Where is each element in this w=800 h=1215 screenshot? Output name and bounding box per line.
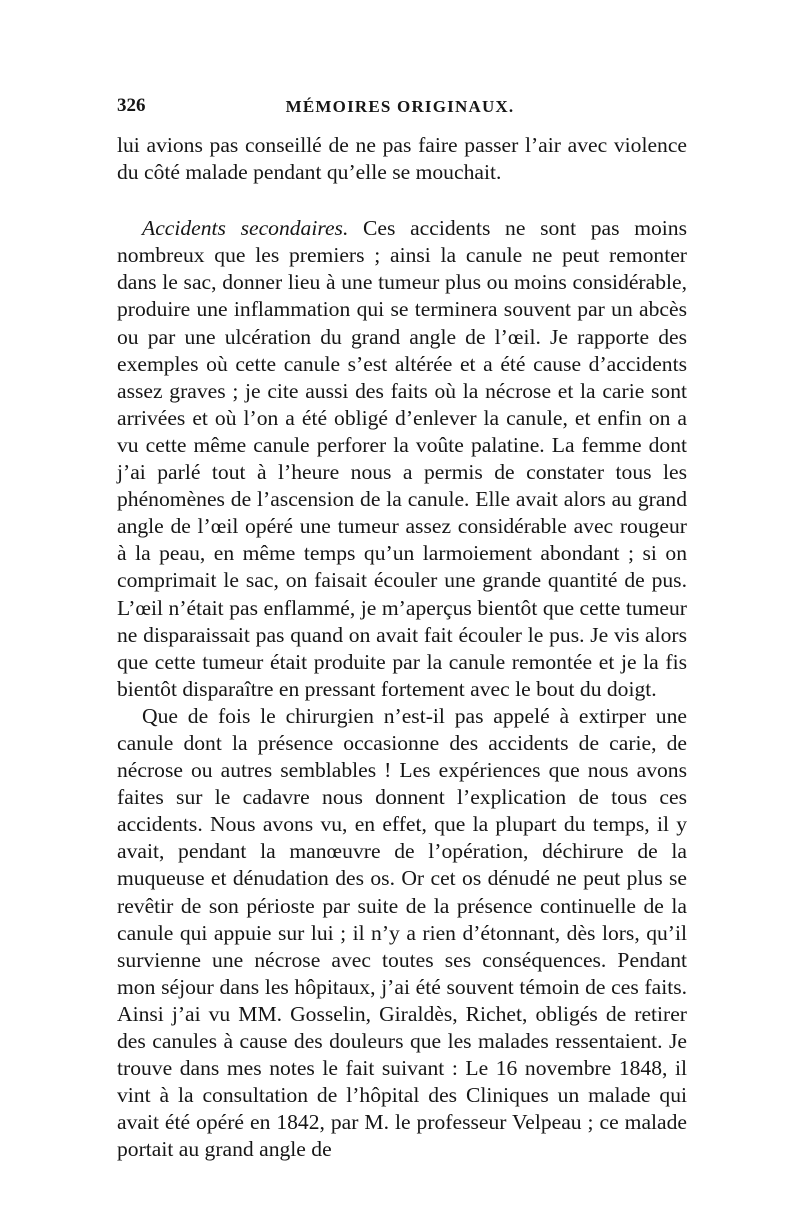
section-lead-heading: Accidents secondaires.	[142, 216, 349, 241]
body-text	[117, 132, 687, 1163]
page-header	[117, 95, 683, 125]
paragraph-canule-extirpation: Que de fois le chirurgien n’est-il pas appelé à extirper une canule dont la présence occasionne des accidents de carie, de nécrose ou autres semblables ! Les expériences que nous avons faites sur le cadavre nous donnent l’explication de tous ces accidents. Nous avons vu, en effet, que la plupart du temps, il y avait, pendant la manœuvre de l’opération, déchirure de la muqueuse et dénudation des os. Or cet os dénudé ne peut plus se revêtir de son périoste par suite de la présence continuelle de la canule qui appuie sur lui ; il n’y a rien d’étonnant, dès lors, qu’il survienne une nécrose avec toutes ses conséquences. Pendant mon séjour dans les hôpitaux, j’ai été souvent témoin de ces faits. Ainsi j’ai vu MM. Gosselin, Giraldès, Richet, obligés de retirer des canules à cause des douleurs que les malades ressentaient. Je trouve dans mes notes le fait suivant : Le 16 novembre 1848, il vint à la consultation de l’hôpital des Cliniques un malade qui avait été opéré en 1842, par M. le professeur Velpeau ; ce malade portait au grand angle de	[117, 703, 687, 1162]
paragraph-accidents-secondaires	[117, 215, 687, 703]
paragraph-text: Ces accidents ne sont pas moins nombreux que les premiers ; ainsi la canule ne peut remonter dans le sac, donner lieu à une tumeur plus ou moins considérable, produire une inflammation qui se terminera souvent par un abcès ou par une ulcération du grand angle de l’œil. Je rapporte des exemples où cette canule s’est altérée et a été cause d’accidents assez graves ; je cite aussi des faits où la nécrose et la carie sont arrivées et où l’on a été obligé d’enlever la canule, et enfin on a vu cette même canule perforer la voûte palatine. La femme dont j’ai parlé tout à l’heure nous a permis de constater tous les phénomènes de l’ascension de la canule. Elle avait alors au grand angle de l’œil opéré une tumeur assez considérable avec rougeur à la peau, en même temps qu’un larmoiement abondant ; si on comprimait le sac, on faisait écouler une grande quantité de pus. L’œil n’était pas enflammé, je m’aperçus bientôt que cette tumeur ne disparaissait pas quand on avait fait écouler le pus. Je vis alors que cette tumeur était produite par la canule remontée et je la fis bientôt disparaître en pressant fortement avec le bout du doigt.	[117, 216, 687, 701]
running-title: MÉMOIRES ORIGINAUX.	[285, 97, 515, 116]
page-number: 326	[117, 95, 146, 116]
paragraph-continuation: lui avions pas conseillé de ne pas faire passer l’air avec violence du côté malade pendant qu’elle se mouchait.	[117, 133, 687, 185]
